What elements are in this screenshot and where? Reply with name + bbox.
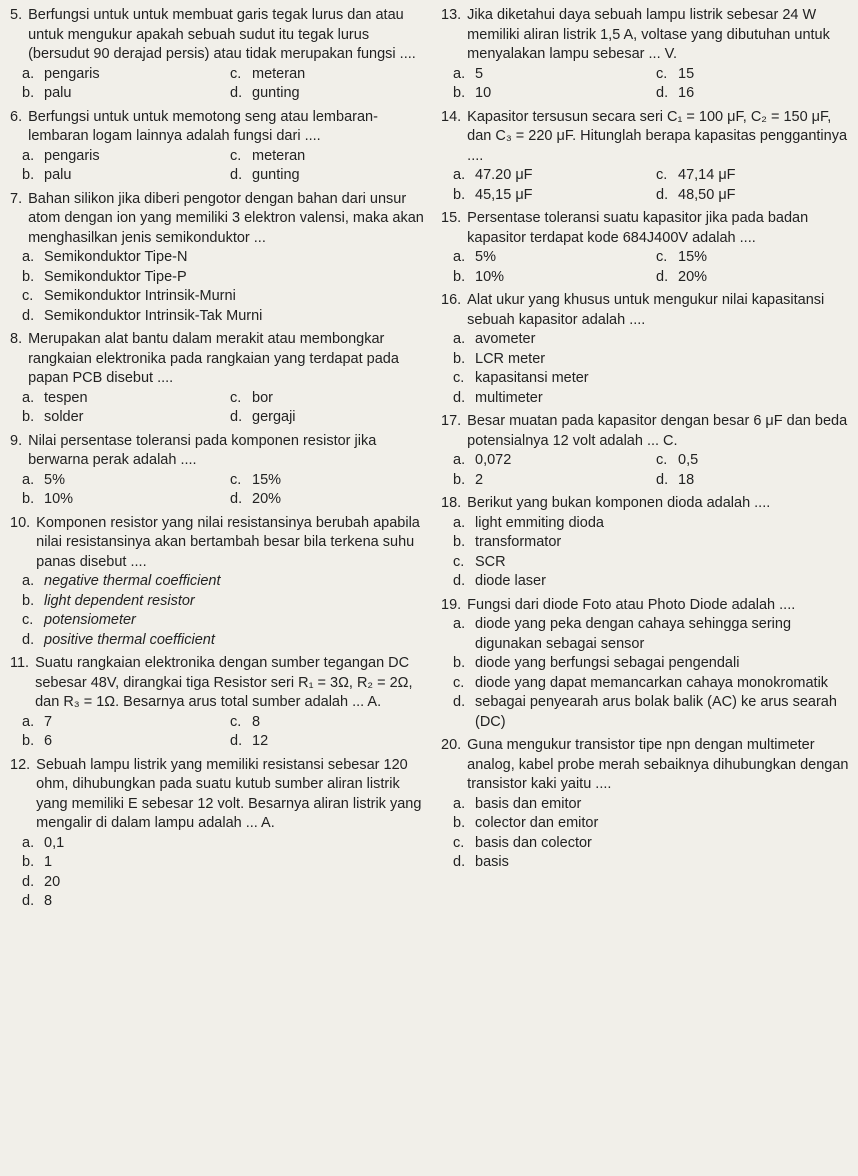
answer-option[interactable]: [656, 65, 851, 85]
question-number: 10.: [10, 514, 31, 531]
answer-option[interactable]: [22, 853, 430, 873]
option-text: kapasitansi meter: [475, 370, 589, 386]
answer-option[interactable]: [22, 873, 430, 893]
answer-option[interactable]: [22, 892, 430, 912]
option-text: SCR: [475, 553, 506, 570]
option-letter: d.: [22, 631, 35, 648]
option-text: positive thermal coefficient: [44, 631, 215, 648]
option-text: light emmiting dioda: [475, 514, 604, 531]
option-letter: c.: [656, 167, 668, 183]
question-stem: [10, 756, 430, 834]
question-stem: [441, 736, 851, 795]
answer-options: [453, 615, 851, 732]
answer-option[interactable]: [453, 84, 648, 104]
option-text: solder: [44, 409, 84, 425]
option-text: 6: [44, 733, 53, 749]
answer-option[interactable]: [230, 490, 430, 510]
option-letter: a.: [22, 389, 35, 406]
option-text: 10: [475, 85, 492, 101]
option-text: 20%: [252, 491, 282, 507]
question-text: Persentase toleransi suatu kapasitor jika pada badan kapasitor terdapat kode 684J400V adalah ....: [467, 210, 809, 246]
option-text: 0,1: [44, 834, 65, 851]
option-text: diode yang berfungsi sebagai pengendali: [475, 655, 740, 671]
answer-option[interactable]: [453, 186, 648, 206]
option-text: transformator: [475, 534, 562, 550]
option-letter: d.: [453, 389, 466, 406]
option-letter: c.: [656, 249, 668, 265]
option-letter: a.: [453, 65, 466, 82]
answer-option[interactable]: [230, 389, 430, 409]
answer-option[interactable]: [22, 408, 222, 428]
option-text: 5%: [44, 471, 65, 488]
answer-option[interactable]: [230, 408, 430, 428]
option-text: 7: [44, 713, 53, 730]
question-number: 19.: [441, 596, 462, 613]
answer-option[interactable]: [22, 490, 222, 510]
option-letter: b.: [453, 815, 466, 831]
answer-options: [22, 248, 430, 326]
answer-option[interactable]: [22, 631, 430, 651]
question-text: Komponen resistor yang nilai resistansinya berubah apabila nilai resistansinya akan bertambah besar bila terkena suhu panas disebut ....: [36, 514, 420, 570]
answer-options: [453, 65, 851, 104]
question-text: Kapasitor tersusun secara seri C₁ = 100 μF, C₂ = 150 μF, dan C₃ = 220 μF. Hitunglah berapa kapasitas penggantinya ....: [467, 108, 848, 164]
answer-options: [22, 471, 430, 510]
question-number: 9.: [10, 432, 23, 449]
answer-option[interactable]: [453, 330, 851, 350]
option-text: pengaris: [44, 147, 100, 164]
option-text: diode laser: [475, 573, 546, 589]
question-17: [441, 412, 851, 490]
answer-option[interactable]: [230, 65, 430, 85]
option-letter: a.: [453, 452, 466, 468]
answer-option[interactable]: [230, 471, 430, 491]
answer-option[interactable]: [230, 166, 430, 186]
question-stem: [441, 209, 851, 248]
answer-option[interactable]: [22, 592, 430, 612]
question-text: Guna mengukur transistor tipe npn dengan multimeter analog, kabel probe merah sebaiknya dihubungkan dengan transistor kaki yaitu ....: [467, 737, 849, 792]
option-letter: b.: [453, 655, 466, 671]
option-text: gergaji: [252, 409, 296, 425]
question-number: 16.: [441, 292, 462, 308]
left-column: [10, 6, 430, 916]
question-8: [10, 330, 430, 428]
option-text: diode yang peka dengan cahaya sehingga sering digunakan sebagai sensor: [475, 616, 792, 652]
answer-options: [22, 713, 430, 752]
option-text: 0,5: [678, 452, 699, 468]
option-letter: d.: [230, 167, 243, 183]
option-letter: c.: [453, 674, 465, 691]
answer-option[interactable]: [656, 186, 851, 206]
answer-option[interactable]: [453, 471, 648, 491]
question-text: Besar muatan pada kapasitor dengan besar 6 μF dan beda potensialnya 12 volt adalah ... C.: [467, 413, 848, 449]
answer-option[interactable]: [453, 451, 648, 471]
question-7: [10, 190, 430, 327]
option-letter: c.: [656, 452, 668, 468]
option-letter: b.: [453, 186, 466, 203]
answer-option[interactable]: [22, 84, 222, 104]
question-stem: [10, 108, 430, 147]
answer-option[interactable]: [453, 674, 851, 694]
option-text: sebagai penyearah arus bolak balik (AC) ke arus searah (DC): [475, 694, 837, 730]
answer-option[interactable]: [453, 389, 851, 409]
answer-option[interactable]: [22, 287, 430, 307]
option-letter: a.: [453, 616, 466, 632]
question-number: 14.: [441, 108, 462, 125]
option-letter: a.: [453, 514, 466, 531]
option-text: meteran: [252, 65, 306, 82]
question-18: [441, 494, 851, 592]
question-stem: [10, 190, 430, 249]
option-text: basis dan emitor: [475, 795, 582, 812]
option-letter: b.: [22, 491, 35, 507]
option-letter: a.: [22, 834, 35, 851]
option-text: Semikonduktor Tipe-P: [44, 268, 187, 285]
option-text: 18: [678, 471, 695, 488]
answer-options: [453, 248, 851, 287]
question-stem: [10, 654, 430, 713]
option-text: 20: [44, 873, 61, 890]
question-text: Berfungsi untuk untuk memotong seng atau lembaran-lembaran logam lainnya adalah fungsi dari ....: [28, 108, 378, 144]
option-letter: b.: [453, 350, 466, 367]
answer-option[interactable]: [656, 84, 851, 104]
answer-option[interactable]: [453, 853, 851, 873]
option-letter: d.: [656, 471, 669, 488]
answer-option[interactable]: [22, 834, 430, 854]
question-stem: [441, 6, 851, 65]
question-text: Berikut yang bukan komponen dioda adalah ....: [467, 495, 771, 511]
question-6: [10, 108, 430, 186]
option-text: multimeter: [475, 389, 543, 406]
question-stem: [441, 494, 851, 514]
option-letter: c.: [230, 147, 242, 164]
answer-option[interactable]: [230, 732, 430, 752]
option-letter: b.: [22, 854, 35, 870]
question-number: 17.: [441, 413, 462, 429]
answer-option[interactable]: [453, 834, 851, 854]
option-text: Semikonduktor Intrinsik-Tak Murni: [44, 307, 263, 324]
option-text: 20%: [678, 268, 708, 285]
answer-options: [22, 572, 430, 650]
option-text: avometer: [475, 331, 536, 347]
question-number: 5.: [10, 7, 23, 23]
question-number: 12.: [10, 756, 31, 773]
option-letter: c.: [22, 612, 34, 628]
option-letter: a.: [22, 147, 35, 164]
right-column: [441, 6, 851, 877]
question-11: [10, 654, 430, 752]
question-number: 13.: [441, 7, 462, 23]
option-letter: a.: [22, 713, 35, 730]
option-letter: d.: [22, 873, 35, 890]
option-letter: b.: [453, 534, 466, 550]
option-letter: c.: [230, 471, 242, 488]
option-text: Semikonduktor Tipe-N: [44, 249, 188, 265]
option-letter: b.: [22, 733, 35, 749]
question-16: [441, 291, 851, 408]
answer-option[interactable]: [453, 693, 851, 732]
answer-option[interactable]: [230, 84, 430, 104]
option-letter: c.: [453, 553, 465, 570]
question-text: Fungsi dari diode Foto atau Photo Diode adalah ....: [467, 596, 796, 613]
answer-option[interactable]: [656, 166, 851, 186]
question-15: [441, 209, 851, 287]
option-letter: d.: [230, 85, 243, 101]
answer-option[interactable]: [453, 268, 648, 288]
answer-option[interactable]: [453, 814, 851, 834]
option-letter: d.: [22, 307, 35, 324]
option-text: light dependent resistor: [44, 592, 195, 609]
question-number: 6.: [10, 108, 23, 125]
option-text: 2: [475, 471, 484, 488]
option-text: gunting: [252, 167, 300, 183]
option-letter: b.: [22, 268, 35, 285]
question-number: 11.: [10, 655, 30, 671]
option-letter: c.: [453, 370, 465, 386]
answer-option[interactable]: [453, 533, 851, 553]
answer-option[interactable]: [656, 268, 851, 288]
question-number: 8.: [10, 331, 23, 347]
answer-option[interactable]: [453, 514, 851, 534]
answer-option[interactable]: [453, 572, 851, 592]
question-stem: [441, 596, 851, 616]
answer-option[interactable]: [230, 713, 430, 733]
question-stem: [10, 6, 430, 65]
option-text: 10%: [44, 491, 74, 507]
answer-options: [22, 147, 430, 186]
option-letter: a.: [453, 167, 466, 183]
option-letter: c.: [656, 65, 668, 82]
option-letter: d.: [656, 186, 669, 203]
option-text: bor: [252, 389, 273, 406]
question-number: 15.: [441, 210, 462, 226]
answer-option[interactable]: [453, 615, 851, 654]
option-text: diode yang dapat memancarkan cahaya monokromatik: [475, 674, 829, 691]
option-letter: d.: [230, 491, 243, 507]
option-text: 15%: [252, 471, 282, 488]
option-text: 1: [44, 854, 53, 870]
answer-option[interactable]: [22, 471, 222, 491]
answer-option[interactable]: [453, 350, 851, 370]
answer-option[interactable]: [22, 572, 430, 592]
question-5: [10, 6, 430, 104]
answer-option[interactable]: [22, 307, 430, 327]
answer-option[interactable]: [453, 654, 851, 674]
option-letter: d.: [453, 694, 466, 710]
question-number: 20.: [441, 737, 462, 753]
question-number: 18.: [441, 495, 462, 511]
option-text: Semikonduktor Intrinsik-Murni: [44, 288, 236, 304]
answer-option[interactable]: [22, 65, 222, 85]
option-text: palu: [44, 167, 72, 183]
answer-option[interactable]: [22, 713, 222, 733]
question-text: Merupakan alat bantu dalam merakit atau membongkar rangkaian elektronika pada rangkaian yang terdapat pada papan PCB disebut ....: [28, 331, 399, 386]
option-letter: d.: [656, 268, 669, 285]
option-letter: d.: [656, 85, 669, 101]
question-text: Alat ukur yang khusus untuk mengukur nilai kapasitansi sebuah kapasitor adalah ....: [467, 292, 825, 328]
option-letter: a.: [453, 249, 466, 265]
answer-option[interactable]: [656, 471, 851, 491]
option-letter: b.: [453, 471, 466, 488]
option-letter: d.: [230, 733, 243, 749]
option-text: meteran: [252, 147, 306, 164]
question-12: [10, 756, 430, 912]
option-letter: b.: [22, 592, 35, 609]
option-letter: c.: [453, 834, 465, 851]
answer-option[interactable]: [453, 166, 648, 186]
answer-option[interactable]: [22, 268, 430, 288]
option-text: 5%: [475, 249, 496, 265]
option-letter: b.: [453, 268, 466, 285]
answer-option[interactable]: [453, 795, 851, 815]
question-stem: [10, 432, 430, 471]
answer-options: [453, 795, 851, 873]
answer-option[interactable]: [230, 147, 430, 167]
question-text: Bahan silikon jika diberi pengotor dengan bahan dari unsur atom dengan ion yang memiliki 3 elektron valensi, maka akan menghasilkan jenis semikonduktor ...: [28, 190, 424, 246]
question-text: Suatu rangkaian elektronika dengan sumber tegangan DC sebesar 48V, dirangkai tiga Resistor seri R₁ = 3Ω, R₂ = 2Ω, dan R₃ = 1Ω. Besarnya arus total sumber adalah ... A.: [35, 655, 413, 710]
option-letter: a.: [453, 331, 466, 347]
option-text: negative thermal coefficient: [44, 573, 221, 589]
answer-option[interactable]: [656, 451, 851, 471]
option-text: 15: [678, 65, 695, 82]
option-text: potensiometer: [44, 612, 136, 628]
answer-option[interactable]: [22, 389, 222, 409]
answer-options: [453, 166, 851, 205]
option-text: LCR meter: [475, 350, 546, 367]
option-letter: c.: [22, 288, 34, 304]
option-text: gunting: [252, 85, 300, 101]
option-text: basis dan colector: [475, 834, 592, 851]
option-text: 8: [252, 713, 261, 730]
option-letter: b.: [22, 167, 35, 183]
answer-option[interactable]: [22, 248, 430, 268]
answer-options: [453, 451, 851, 490]
option-text: 0,072: [475, 452, 512, 468]
option-text: pengaris: [44, 65, 100, 82]
answer-option[interactable]: [453, 248, 648, 268]
question-13: [441, 6, 851, 104]
question-10: [10, 514, 430, 651]
option-letter: c.: [230, 713, 242, 730]
option-letter: a.: [22, 471, 35, 488]
answer-option[interactable]: [453, 553, 851, 573]
option-text: 48,50 μF: [678, 186, 736, 203]
option-letter: d.: [453, 854, 466, 870]
option-text: 15%: [678, 249, 708, 265]
question-stem: [441, 412, 851, 451]
option-letter: a.: [22, 65, 35, 82]
question-stem: [441, 291, 851, 330]
answer-option[interactable]: [22, 166, 222, 186]
answer-options: [22, 389, 430, 428]
answer-options: [453, 514, 851, 592]
question-19: [441, 596, 851, 733]
option-text: 47.20 μF: [475, 167, 533, 183]
option-text: 47,14 μF: [678, 167, 736, 183]
question-20: [441, 736, 851, 873]
question-stem: [441, 108, 851, 167]
answer-option[interactable]: [22, 147, 222, 167]
answer-options: [453, 330, 851, 408]
answer-option[interactable]: [453, 369, 851, 389]
question-number: 7.: [10, 190, 23, 207]
question-text: Nilai persentase toleransi pada komponen resistor jika berwarna perak adalah ....: [28, 432, 377, 468]
option-letter: d.: [230, 409, 243, 425]
option-letter: c.: [230, 389, 242, 406]
answer-options: [22, 834, 430, 912]
option-text: 5: [475, 65, 484, 82]
question-text: Berfungsi untuk untuk membuat garis tegak lurus dan atau untuk mengukur apakah sebuah sudut itu tegak lurus (bersudut 90 derajad persis) atau tidak merupakan fungsi ....: [28, 7, 416, 62]
option-text: 16: [678, 85, 695, 101]
option-letter: a.: [453, 795, 466, 812]
answer-option[interactable]: [656, 248, 851, 268]
question-stem: [10, 514, 430, 573]
option-text: palu: [44, 85, 72, 101]
option-text: 8: [44, 893, 53, 909]
question-text: Sebuah lampu listrik yang memiliki resistansi sebesar 120 ohm, dihubungkan pada suatu kutub sumber aliran listrik yang memiliki E sebesar 12 volt. Besarnya aliran listrik yang mengalir di dalam lampu adalah ... A.: [36, 756, 422, 831]
option-letter: d.: [22, 893, 35, 909]
option-letter: c.: [230, 65, 242, 82]
option-text: 10%: [475, 268, 505, 285]
option-text: tespen: [44, 389, 88, 406]
question-stem: [10, 330, 430, 389]
option-letter: b.: [453, 85, 466, 101]
option-text: 45,15 μF: [475, 186, 533, 203]
question-14: [441, 108, 851, 206]
question-9: [10, 432, 430, 510]
answer-option[interactable]: [453, 65, 648, 85]
option-letter: d.: [453, 573, 466, 589]
answer-option[interactable]: [22, 732, 222, 752]
option-letter: b.: [22, 85, 35, 101]
option-letter: a.: [22, 573, 35, 589]
question-text: Jika diketahui daya sebuah lampu listrik sebesar 24 W memiliki aliran listrik 1,5 A, voltase yang dibutuhan untuk menyalakan lampu sebesar ... V.: [467, 7, 830, 62]
answer-option[interactable]: [22, 611, 430, 631]
option-letter: b.: [22, 409, 35, 425]
option-text: colector dan emitor: [475, 815, 599, 831]
option-text: basis: [475, 854, 509, 870]
option-letter: a.: [22, 249, 35, 265]
option-text: 12: [252, 733, 269, 749]
answer-options: [22, 65, 430, 104]
